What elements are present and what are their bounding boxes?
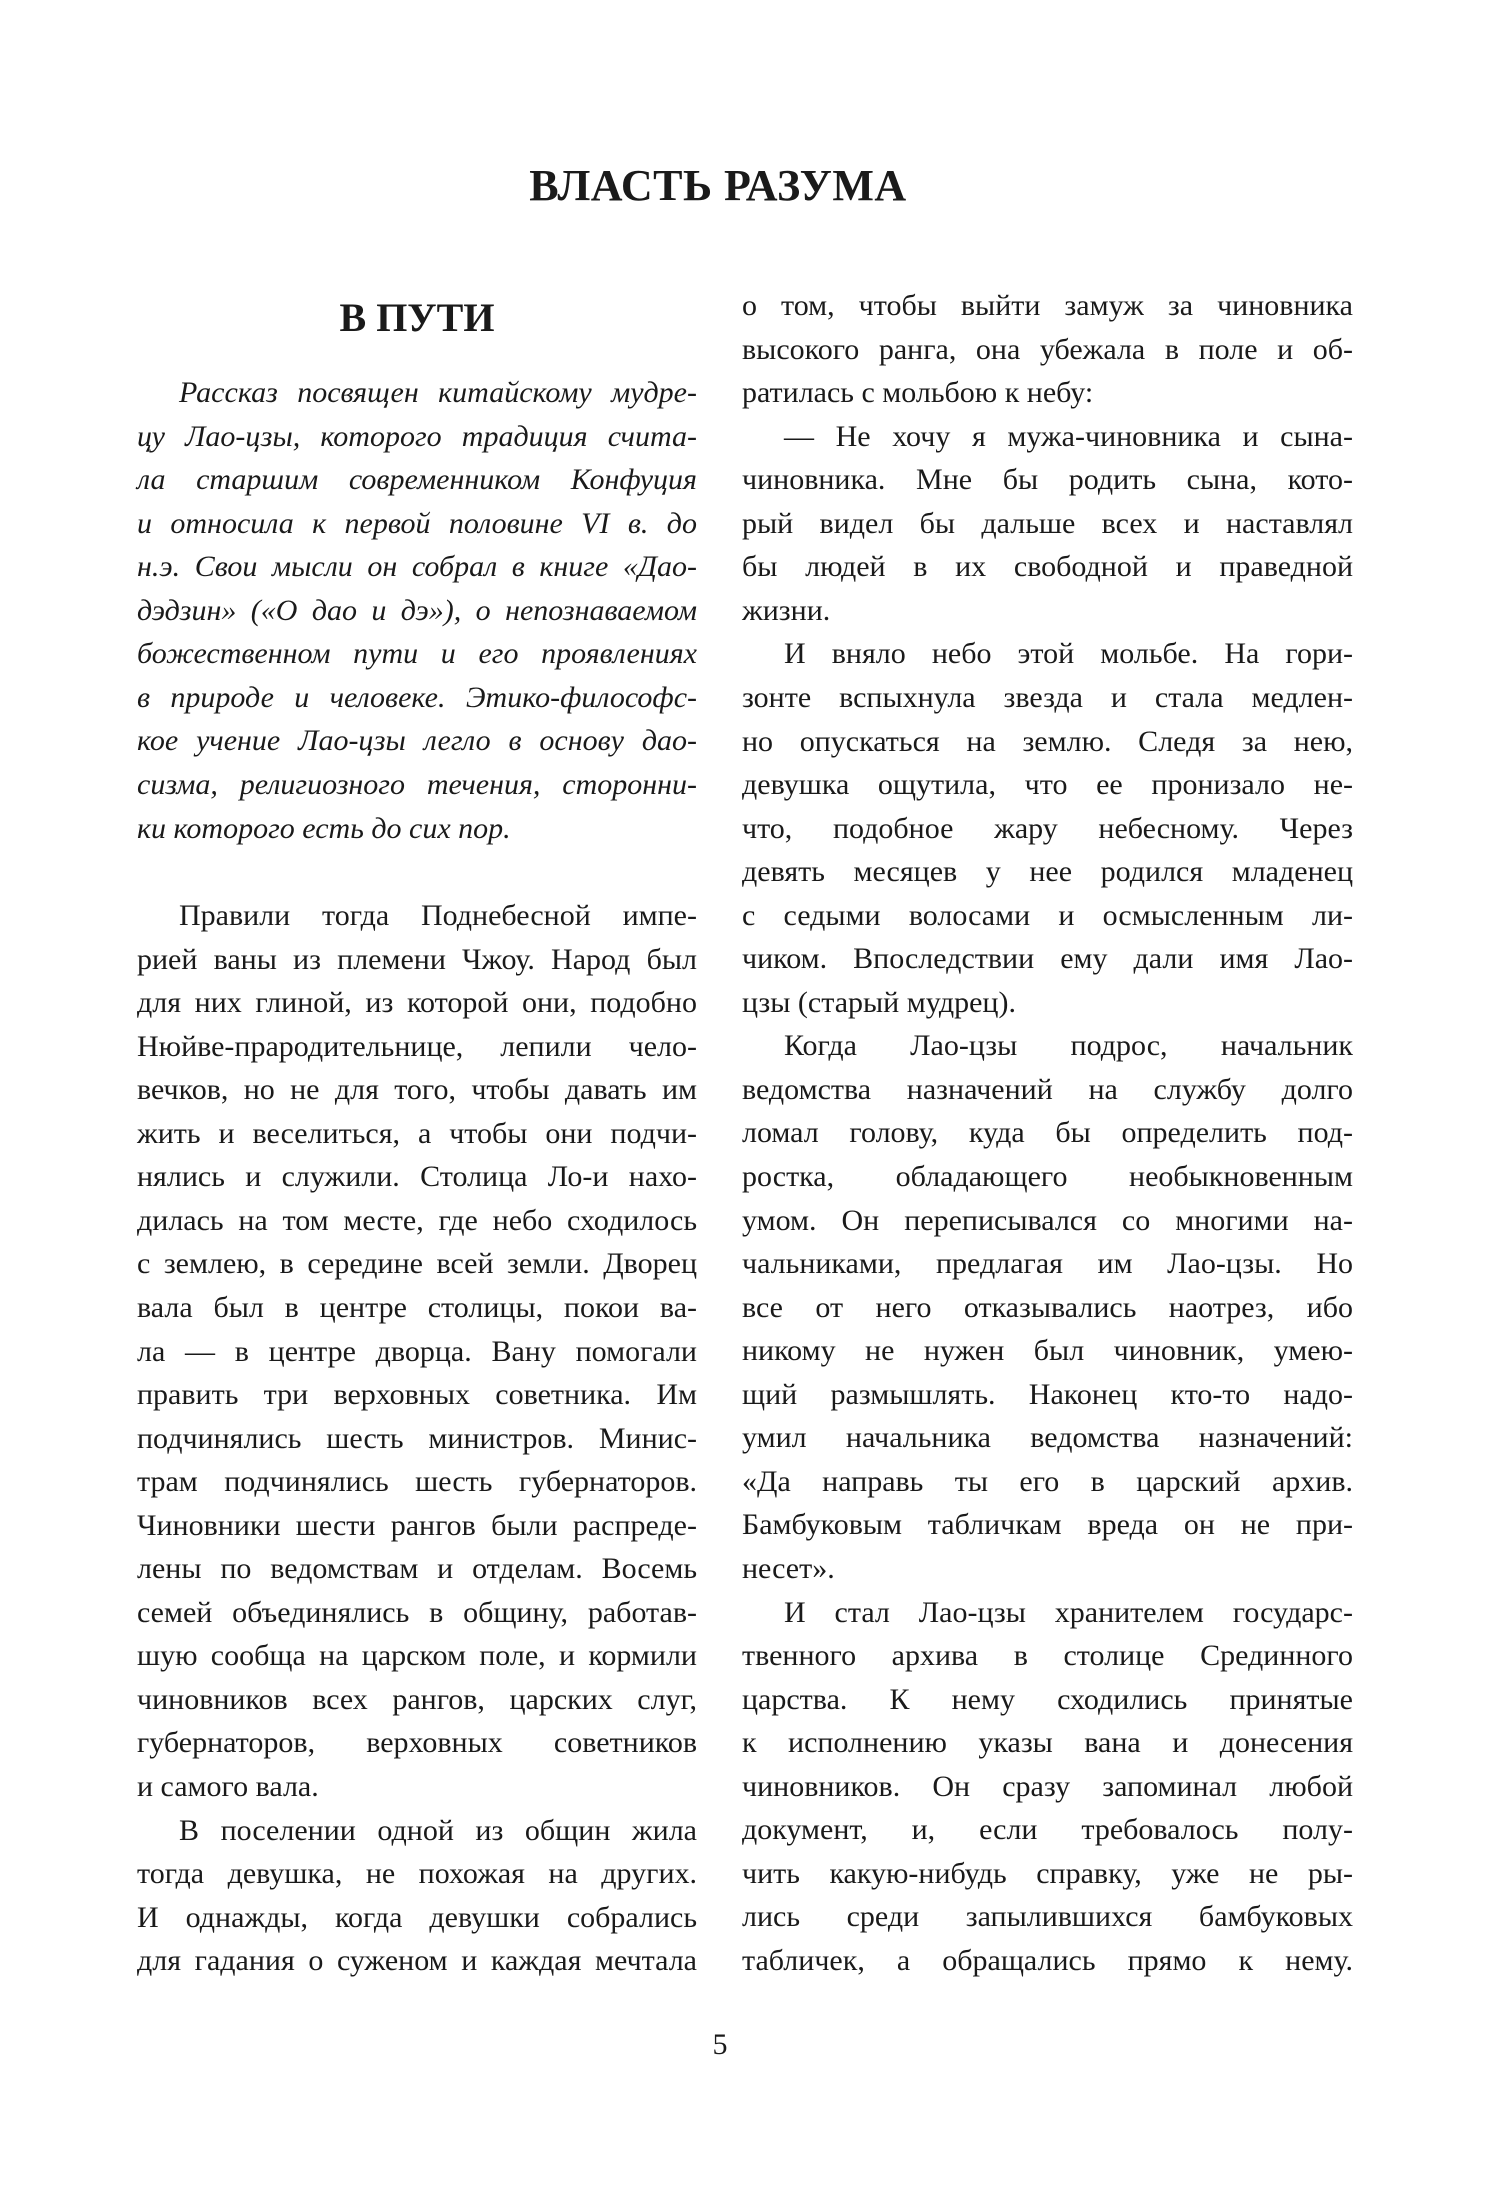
text-line: дилась на том месте, где небо сходилось [137,1203,697,1237]
text-line: — Не хочу я мужа-чиновника и сына- [784,419,1353,453]
text-line: трам подчинялись шесть губернаторов. [137,1465,697,1499]
text-line: лены по ведомствам и отделам. Восемь [137,1552,697,1586]
text-line: И однажды, когда девушки собрались [137,1900,697,1934]
text-line: девушка ощутила, что ее пронизало не- [742,768,1353,802]
text-line: Рассказ посвящен китайскому мудре- [179,376,697,409]
text-line: Чиновники шести рангов были распреде- [137,1508,697,1542]
text-line: И стал Лао-цзы хранителем государс- [784,1595,1353,1629]
text-line: чальниками, предлагая им Лао-цзы. Но [742,1247,1353,1281]
text-line: о том, чтобы выйти замуж за чиновника [742,289,1353,322]
text-line: бы людей в их свободной и праведной [742,550,1353,584]
text-line: ла старшим современником Конфуция [137,463,697,497]
text-line: высокого ранга, она убежала в поле и об- [742,332,1353,366]
text-line: щий размышлять. Наконец кто-то надо- [742,1377,1353,1411]
text-line: к исполнению указы вана и донесения [742,1726,1353,1760]
text-line: чить какую-нибудь справку, уже не ры- [742,1856,1353,1890]
text-line: жить и веселиться, а чтобы они подчи- [137,1116,697,1150]
text-line: рией ваны из племени Чжоу. Народ был [137,942,697,976]
text-line: божественном пути и его проявлениях [137,637,697,671]
text-line: лись среди запылившихся бамбуковых [742,1900,1353,1934]
text-line: Правили тогда Поднебесной импе- [179,899,697,932]
text-line: вала был в центре столицы, покои ва- [137,1290,697,1324]
text-line: табличек, а обращались прямо к нему. [742,1943,1353,1977]
text-line: для них глиной, из которой они, подобно [137,986,697,1020]
text-line: чиком. Впоследствии ему дали имя Лао- [742,942,1353,976]
text-line: чиновников. Он сразу запоминал любой [742,1769,1353,1803]
text-line: с землею, в середине всей земли. Дворец [137,1247,697,1281]
text-line: дэдзин» («О дао и дэ»), о непознаваемом [137,593,697,627]
text-line: семей объединялись в общину, работав- [137,1595,697,1629]
text-line: ломал голову, куда бы определить под- [742,1116,1353,1150]
text-line: несет». [742,1551,835,1585]
text-line: все от него отказывались наотрез, ибо [742,1290,1353,1324]
text-line: шую сообща на царском поле, и кормили [137,1639,697,1673]
page-number: 5 [712,2028,728,2061]
text-line: тогда девушка, не похожая на других. [137,1857,697,1891]
text-line: девять месяцев у нее родился младенец [742,855,1353,889]
text-line: документ, и, если требовалось полу- [742,1813,1353,1847]
text-line: в природе и человеке. Этико-философс- [137,680,697,714]
text-line: с седыми волосами и осмысленным ли- [742,898,1353,932]
text-line: никому не нужен был чиновник, умею- [742,1334,1353,1368]
text-line: зонте вспыхнула звезда и стала медлен- [742,680,1353,714]
text-line: жизни. [742,593,831,627]
text-line: цу Лао-цзы, которого традиция счита- [137,419,697,453]
text-line: ростка, обладающего необыкновенным [742,1160,1353,1193]
text-line: н.э. Свои мысли он собрал в книге «Дао- [137,550,697,584]
text-line: цзы (старый мудрец). [742,985,1016,1019]
text-line: чиновников всех рангов, царских слуг, [137,1682,697,1716]
text-line: но опускаться на землю. Следя за нею, [742,724,1353,758]
text-line: Когда Лао-цзы подрос, начальник [784,1029,1353,1063]
text-line: Бамбуковым табличкам вреда он не при- [742,1508,1353,1542]
text-line: умил начальника ведомства назначений: [742,1421,1353,1455]
text-line: сизма, религиозного течения, сторонни- [137,767,697,801]
text-line: ки которого есть до сих пор. [137,811,511,845]
text-line: твенного архива в столице Срединного [742,1639,1353,1673]
text-line: Нюйве-прародительнице, лепили чело- [137,1029,697,1063]
text-line: и относила к первой половине VI в. до [137,506,697,540]
text-line: для гадания о суженом и каждая мечтала [137,1944,697,1978]
text-line: рый видел бы дальше всех и наставлял [742,506,1353,540]
text-line: подчинялись шесть министров. Минис- [137,1421,697,1455]
text-line: умом. Он переписывался со многими на- [742,1203,1353,1237]
text-line: нялись и служили. Столица Ло-и нахо- [137,1160,697,1194]
section-title: В ПУТИ [339,295,495,340]
text-line: царства. К нему сходились принятые [742,1682,1353,1716]
text-line: кое учение Лао-цзы легло в основу дао- [137,724,697,758]
text-line: ла — в центре дворца. Вану помогали [137,1334,697,1368]
text-line: чиновника. Мне бы родить сына, кото- [742,463,1353,497]
text-line: вечков, но не для того, чтобы давать им [137,1073,697,1107]
text-line: что, подобное жару небесному. Через [742,811,1353,845]
text-line: «Да направь ты его в царский архив. [742,1464,1353,1498]
text-line: править три верховных советника. Им [137,1378,697,1412]
text-line: И вняло небо этой мольбе. На гори- [784,637,1353,671]
chapter-title: ВЛАСТЬ РАЗУМА [529,161,907,210]
text-line: ратилась с мольбою к небу: [742,376,1094,410]
text-line: губернаторов, верховных советников [137,1726,697,1760]
text-line: В поселении одной из общин жила [179,1813,697,1847]
text-line: и самого вала. [137,1770,319,1803]
text-line: ведомства назначений на службу долго [742,1072,1353,1106]
